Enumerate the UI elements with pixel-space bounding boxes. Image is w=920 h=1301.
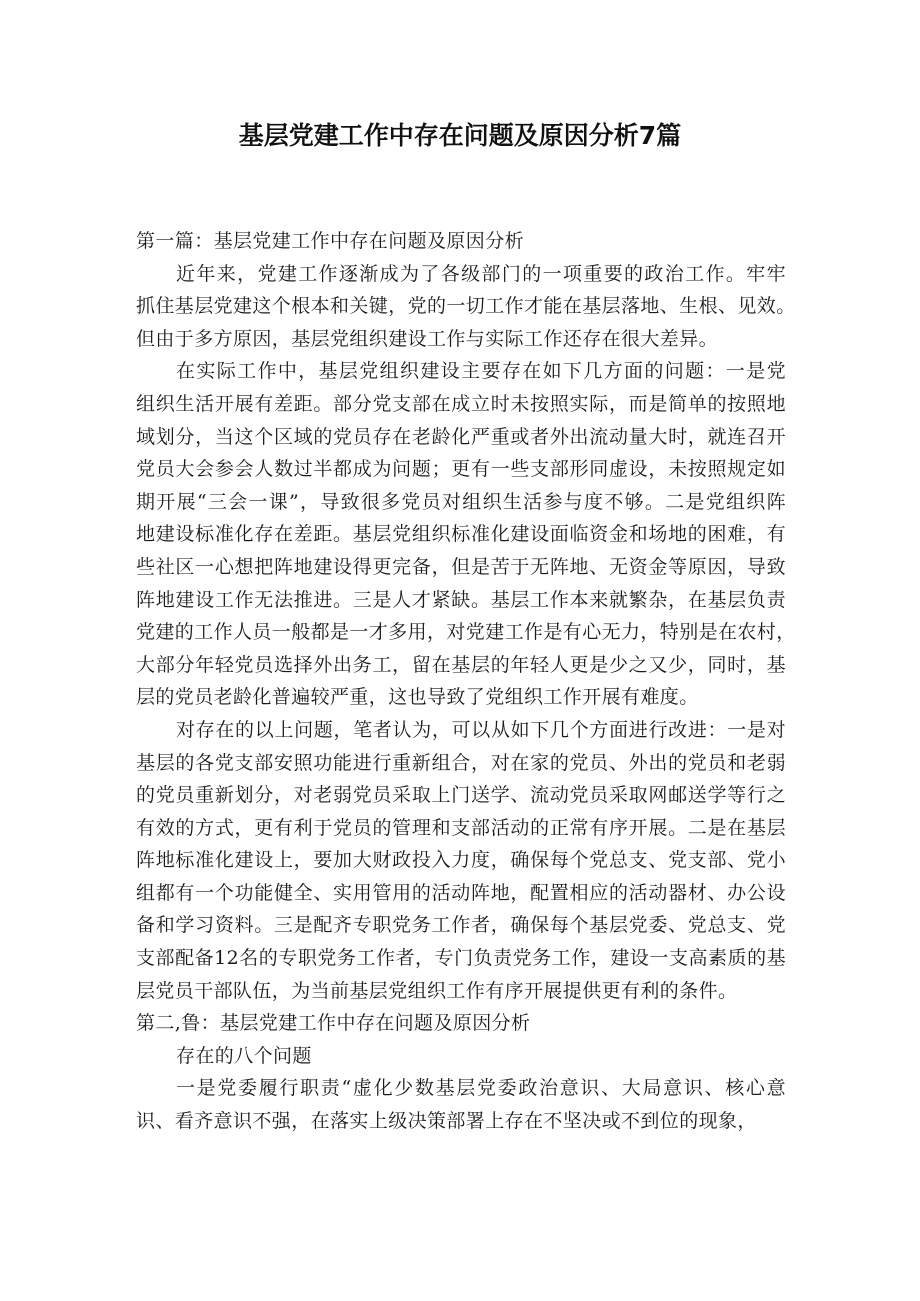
text-line: 域划分，当这个区域的党员存在老龄化严重或者外出流动量大时，就连召开 (136, 425, 786, 448)
document-title: 基层党建工作中存在问题及原因分析7篇 (238, 121, 682, 150)
text-line: 存在的八个问题 (176, 1044, 312, 1067)
text-line: 一是党委履行职责“虚化少数基层党委政治意识、大局意识、核心意 (176, 1077, 786, 1100)
text-line: 期开展“三会一课”，导致很多党员对组织生活参与度不够。二是党组织阵 (136, 490, 786, 513)
paragraph (136, 355, 796, 714)
text-line: 备和学习资料。三是配齐专职党务工作者，确保每个基层党委、党总支、党 (136, 914, 786, 937)
text-line: 有效的方式，更有利于党员的管理和支部活动的正常有序开展。二是在基层 (136, 816, 786, 839)
text-line: 党建的工作人员一般都是一才多用，对党建工作是有心无力，特别是在农村， (136, 621, 796, 644)
text-line: 识、看齐意识不强，在落实上级决策部署上存在不坚决或不到位的现象， (136, 1110, 757, 1133)
section-heading-1: 第一篇：基层党建工作中存在问题及原因分析 (136, 230, 525, 252)
text-line: 组织生活开展有差距。部分党支部在成立时未按照实际，而是简单的按照地 (136, 392, 786, 415)
text-line: 地建设标准化存在差距。基层党组织标准化建设面临资金和场地的困难，有 (136, 523, 786, 546)
text-line: 党员大会参会人数过半都成为问题；更有一些支部形同虚设，未按照规定如 (136, 458, 786, 481)
text-line: 但由于多方原因，基层党组织建设工作与实际工作还存在很大差异。 (136, 327, 719, 350)
text-line: 大部分年轻党员选择外出务工，留在基层的年轻人更是少之又少，同时，基 (136, 653, 786, 676)
text-line: 层党员干部队伍，为当前基层党组织工作有序开展提供更有利的条件。 (136, 979, 738, 1002)
text-line: 阵地建设工作无法推进。三是人才紧缺。基层工作本来就繁杂，在基层负责 (136, 588, 786, 611)
text-line: 阵地标准化建设上，要加大财政投入力度，确保每个党总支、党支部、党小 (136, 849, 786, 872)
text-line: 支部配备12名的专职党务工作者，专门负责党务工作，建设一支高素质的基 (136, 947, 786, 970)
text-line: 组都有一个功能健全、实用管用的活动阵地，配置相应的活动器材、办公设 (136, 881, 786, 904)
paragraph (136, 1072, 786, 1137)
text-line: 对存在的以上问题，笔者认为，可以从如下几个方面进行改进：一是对 (176, 718, 786, 741)
section-heading-2: 第二,鲁：基层党建工作中存在问题及原因分析 (136, 1012, 531, 1035)
paragraph (136, 258, 796, 356)
document-body (136, 225, 796, 1138)
text-line: 抓住基层党建这个根本和关键，党的一切工作才能在基层落地、生根、见效。 (136, 295, 796, 318)
subheading (136, 1040, 786, 1073)
text-line: 近年来，党建工作逐渐成为了各级部门的一项重要的政治工作。牢牢 (176, 262, 786, 285)
paragraph (136, 714, 786, 1007)
text-line: 的党员重新划分，对老弱党员采取上门送学、流动党员采取网邮送学等行之 (136, 784, 786, 807)
text-line: 基层的各党支部安照功能进行重新组合，对在家的党员、外出的党员和老弱 (136, 751, 786, 774)
text-line: 在实际工作中，基层党组织建设主要存在如下几方面的问题：一是党 (176, 360, 786, 383)
text-line: 些社区一心想把阵地建设得更完备，但是苦于无阵地、无资金等原因，导致 (136, 555, 786, 578)
text-line: 层的党员老龄化普遍较严重，这也导致了党组织工作开展有难度。 (136, 686, 699, 709)
